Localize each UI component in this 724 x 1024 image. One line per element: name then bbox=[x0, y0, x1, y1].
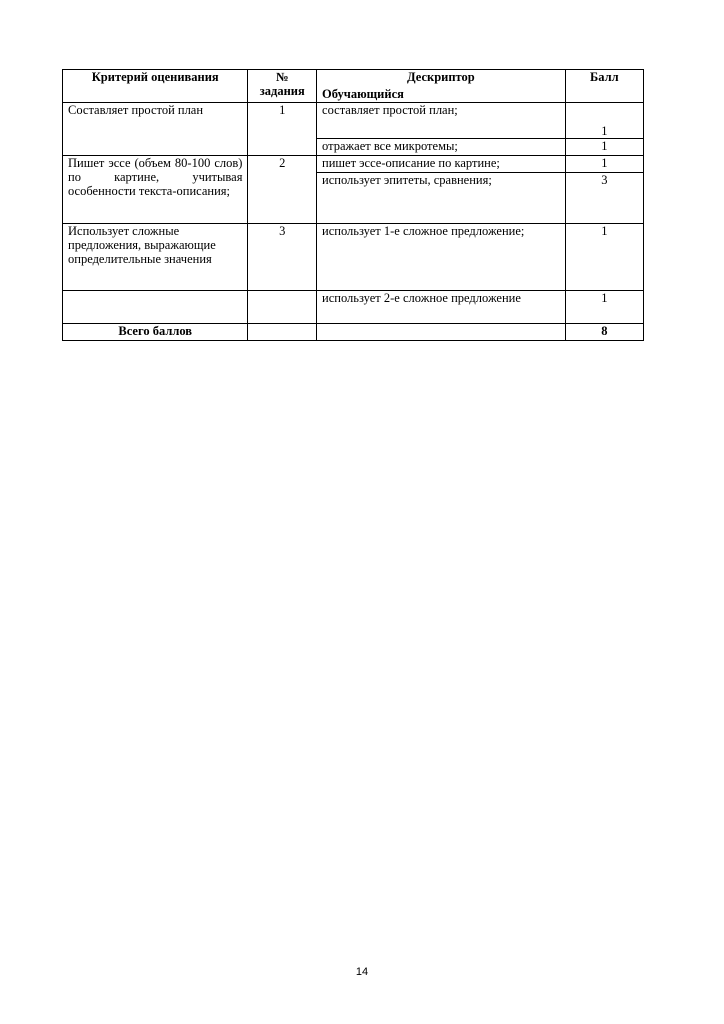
header-task-number-line1: № bbox=[275, 70, 289, 84]
header-descriptor-subtitle: Обучающийся bbox=[317, 87, 566, 103]
score-cell: 1 bbox=[565, 224, 643, 291]
total-label: Всего баллов bbox=[63, 324, 248, 341]
task-number-cell: 3 bbox=[248, 224, 317, 291]
empty-criterion-cell bbox=[63, 291, 248, 324]
score-cell: 1 bbox=[565, 291, 643, 324]
page-number: 14 bbox=[355, 966, 369, 978]
task-number-cell: 2 bbox=[248, 156, 317, 224]
score-cell: 3 bbox=[565, 173, 643, 224]
header-task-number bbox=[248, 70, 317, 103]
criterion-cell: Составляет простой план bbox=[63, 103, 248, 156]
header-criterion: Критерий оценивания bbox=[63, 70, 248, 103]
header-score: Балл bbox=[565, 70, 643, 103]
header-descriptor: Дескриптор bbox=[317, 70, 566, 87]
empty-task-number-cell bbox=[248, 291, 317, 324]
descriptor-cell: составляет простой план; bbox=[317, 103, 566, 139]
table-row bbox=[63, 156, 644, 173]
assessment-rubric-table bbox=[62, 69, 644, 341]
descriptor-cell: использует 2-е сложное предложение bbox=[317, 291, 566, 324]
descriptor-cell: использует 1-е сложное предложение; bbox=[317, 224, 566, 291]
task-number-cell: 1 bbox=[248, 103, 317, 156]
table-header-row bbox=[63, 70, 644, 87]
criterion-cell: Использует сложные предложения, выражающие определительные значения bbox=[63, 224, 248, 291]
score-cell: 1 bbox=[565, 156, 643, 173]
score-cell: 1 bbox=[565, 103, 643, 139]
descriptor-cell: пишет эссе-описание по картине; bbox=[317, 156, 566, 173]
header-task-number-line2: задания bbox=[259, 84, 305, 98]
criterion-cell: Пишет эссе (объем 80-100 слов) по картине, учитывая особенности текста-описания; bbox=[63, 156, 248, 224]
descriptor-cell: отражает все микротемы; bbox=[317, 139, 566, 156]
empty-total-descriptor-cell bbox=[317, 324, 566, 341]
total-score: 8 bbox=[565, 324, 643, 341]
empty-total-task-cell bbox=[248, 324, 317, 341]
table-row bbox=[63, 291, 644, 324]
table-total-row bbox=[63, 324, 644, 341]
descriptor-cell: использует эпитеты, сравнения; bbox=[317, 173, 566, 224]
score-cell: 1 bbox=[565, 139, 643, 156]
table-row bbox=[63, 103, 644, 139]
table-row bbox=[63, 224, 644, 291]
